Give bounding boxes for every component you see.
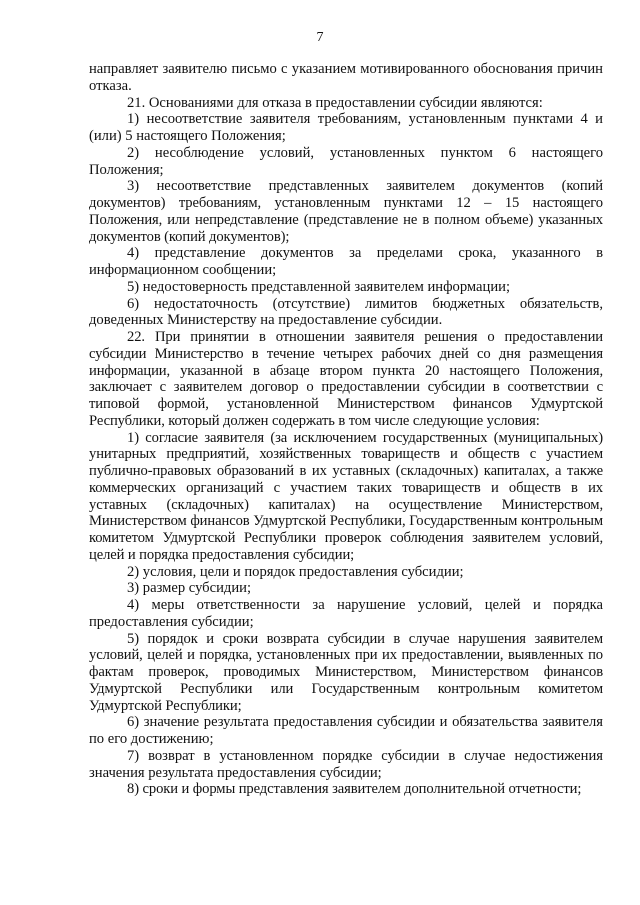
paragraph-21-item-3: 3) несоответствие представленных заявителем документов (копий документов) требованиям, установленным пунктами 12 – 15 настоящего Положения, или непредставление (представление не в полном объеме) указанных документов (копий документов); [89, 178, 603, 245]
paragraph-22-item-2: 2) условия, цели и порядок предоставления субсидии; [127, 563, 464, 580]
paragraph-22-item-3: 3) размер субсидии; [127, 580, 251, 597]
paragraph-22-item-4: 4) меры ответственности за нарушение условий, целей и порядка предоставления субсидии; [89, 597, 603, 630]
paragraph-21-item-6: 6) недостаточность (отсутствие) лимитов бюджетных обязательств, доведенных Министерству на предоставление субсидии. [89, 295, 603, 329]
paragraph-22-item-8: 8) сроки и формы представления заявителем дополнительной отчетности; [127, 781, 582, 798]
paragraph-22-item-7: 7) возврат в установленном порядке субсидии в случае недостижения значения результата предоставления субсидии; [89, 747, 603, 781]
document-body [89, 61, 603, 798]
paragraph-21-item-5: 5) недостоверность представленной заявителем информации; [127, 278, 511, 295]
paragraph-22-item-1: 1) согласие заявителя (за исключением государственных (муниципальных) унитарных предприятий, хозяйственных товариществ и обществ с участием публично-правовых образований в их уставных (складочных) капиталах, а также коммерческих организаций с участием таких товариществ и обществ в их уставных (складочных) капиталах) на осуществление Министерством, Министерством финансов Удмуртской Республики, Государственным контрольным комитетом Удмуртской Республики проверок соблюдения заявителем условий, целей и порядка предоставления субсидии; [89, 429, 603, 563]
paragraph-22-item-6: 6) значение результата предоставления субсидии и обязательства заявителя по его достижению; [89, 714, 603, 747]
paragraph-22-item-5: 5) порядок и сроки возврата субсидии в случае нарушения заявителем условий, целей и порядка, установленных при их предоставлении, выявленных по фактам проверок, проводимых Министерством, Министерством финансов Удмуртской Республики или Государственным контрольным комитетом Удмуртской Республики; [89, 630, 603, 714]
paragraph-21-heading: 21. Основаниями для отказа в предоставлении субсидии являются: [127, 94, 543, 111]
paragraph-21-item-2: 2) несоблюдение условий, установленных пунктом 6 настоящего Положения; [89, 144, 603, 178]
paragraph-refusal-notice: направляет заявителю письмо с указанием мотивированного обоснования причин отказа. [89, 61, 603, 94]
paragraph-21-item-4: 4) представление документов за пределами срока, указанного в информационном сообщении; [89, 245, 603, 278]
paragraph-22-heading: 22. При принятии в отношении заявителя решения о предоставлении субсидии Министерство в течение четырех рабочих дней со дня размещения информации, указанной в абзаце втором пункта 20 настоящего Положения, заключает с заявителем договор о предоставлении субсидии в соответствии с типовой формой, установленной Министерством финансов Удмуртской Республики, который должен содержать в том числе следующие условия: [89, 329, 603, 429]
paragraph-21-item-1: 1) несоответствие заявителя требованиям, установленным пунктами 4 и (или) 5 настоящего Положения; [89, 111, 603, 144]
page-number: 7 [316, 30, 324, 45]
